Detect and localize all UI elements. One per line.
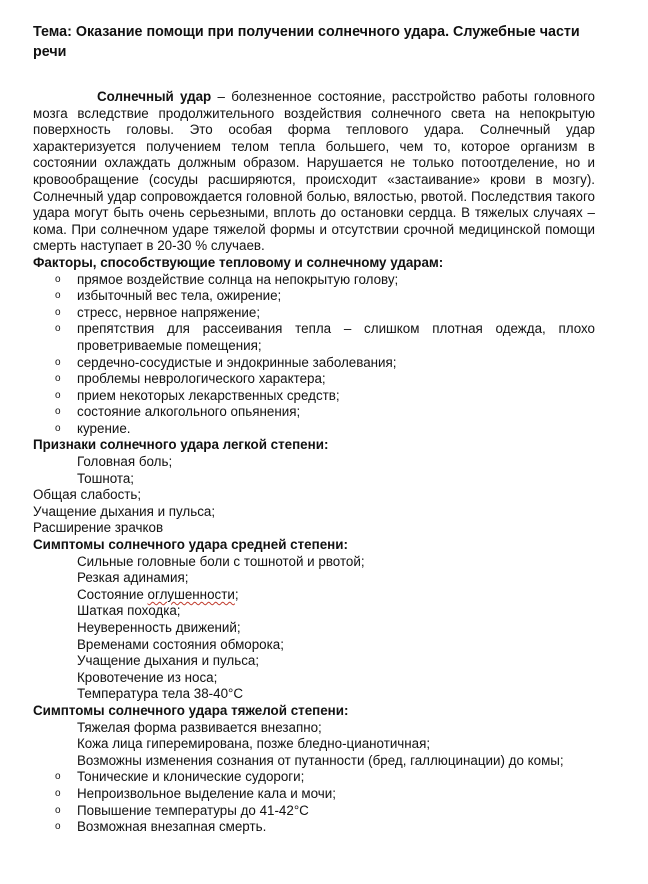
bullet-marker: o (55, 406, 61, 418)
list-item: o проблемы неврологического характера; (55, 371, 326, 387)
mild-symptom: Общая слабость; (33, 487, 142, 503)
medium-symptom: Резкая адинамия; (77, 570, 189, 586)
medium-symptom: Неуверенность движений; (77, 620, 241, 635)
mild-symptom: Расширение зрачков (33, 520, 164, 536)
list-item: o прием некоторых лекарственных средств; (55, 387, 340, 403)
severe-symptom: Кожа лица гиперемирована, позже бледно-цианотичная; (77, 736, 431, 752)
bullet-marker: o (55, 273, 61, 285)
severe-heading: Симптомы солнечного удара тяжелой степени: (33, 702, 349, 718)
severe-symptom: Тяжелая форма развивается внезапно; (77, 719, 322, 735)
mild-symptom: Тошнота; (77, 470, 135, 486)
intro-paragraph (33, 89, 595, 255)
bullet-marker: o (55, 422, 61, 434)
medium-symptom: Шаткая походка; (77, 603, 181, 619)
medium-symptom: Временами состояния обморока; (77, 636, 284, 652)
list-item: o стресс, нервное напряжение; (55, 304, 261, 320)
spellcheck-word: оглушенности (147, 586, 235, 602)
bullet-marker: o (55, 787, 61, 799)
severe-symptom: Возможны изменения сознания от путанности (бред, галлюцинации) до комы; (77, 752, 564, 768)
medium-symptom: Сильные головные боли с тошнотой и рвотой; (77, 553, 365, 569)
medium-symptom: Состояние оглушенности; (77, 586, 239, 602)
medium-symptom: Учащение дыхания и пульса; (77, 653, 260, 669)
mild-heading: Признаки солнечного удара легкой степени: (33, 437, 329, 453)
factors-heading: Факторы, способствующие тепловому и солнечному ударам: (33, 254, 444, 270)
medium-symptom: Температура тела 38-40°C (77, 686, 244, 702)
intro-text: – болезненное состояние, расстройство работы головного мозга вследствие продолжительного воздействия солнечного света на непокрытую поверхность головы. Это особая форма теплового удара. Солнечный удар характеризуется получением телом тепла большего, чем то, которое организм в состоянии охлаждать должным образом. Нарушается не только потоотделение, но и кровообращение (сосуды расширяются, происходит «застаивание» крови в мозгу). Солнечный удар сопровождается головной болью, вялостью, рвотой. Последствия такого удара могут быть очень серьезными, вплоть до остановки сердца. В тяжелых случаях – кома. При солнечном ударе тяжелой формы и отсутствии срочной медицинской помощи смерть наступает в 20-30 % случаев. (33, 89, 595, 254)
intro-lead-term: Солнечный удар (97, 89, 212, 104)
document-title: Тема: Оказание помощи при получении солнечного удара. Служебные части речи (33, 24, 580, 60)
list-item: o состояние алкогольного опьянения; (55, 404, 301, 420)
bullet-marker: o (55, 356, 61, 368)
list-item: o сердечно-сосудистые и эндокринные заболевания; (55, 354, 397, 370)
list-item: o курение. (55, 420, 131, 436)
list-item: o препятствия для рассеивания тепла – слишком плотная одежда, плохо проветриваемые помещения; (55, 321, 595, 353)
mild-symptom: Головная боль; (77, 454, 173, 470)
list-item: o Непроизвольное выделение кала и мочи; (55, 785, 336, 801)
document-body (33, 89, 595, 836)
bullet-marker: o (55, 323, 61, 335)
list-item: o прямое воздействие солнца на непокрытую голову; (55, 271, 399, 287)
list-item: o Тонические и клонические судороги; (55, 769, 305, 785)
list-item: o избыточный вес тела, ожирение; (55, 288, 282, 304)
list-item: o Повышение температуры до 41-42°C (55, 802, 309, 818)
mild-symptom: Учащение дыхания и пульса; (33, 503, 216, 519)
bullet-marker: o (55, 373, 61, 385)
severe-list (33, 769, 595, 835)
bullet-marker: o (55, 290, 61, 302)
factors-list (33, 272, 595, 438)
bullet-marker: o (55, 804, 61, 816)
bullet-marker: o (55, 389, 61, 401)
medium-symptom: Кровотечение из носа; (77, 669, 218, 685)
list-item: o Возможная внезапная смерть. (55, 819, 267, 835)
medium-heading: Симптомы солнечного удара средней степени: (33, 537, 348, 553)
bullet-marker: o (55, 306, 61, 318)
bullet-marker: o (55, 821, 61, 833)
bullet-marker: o (55, 771, 61, 783)
